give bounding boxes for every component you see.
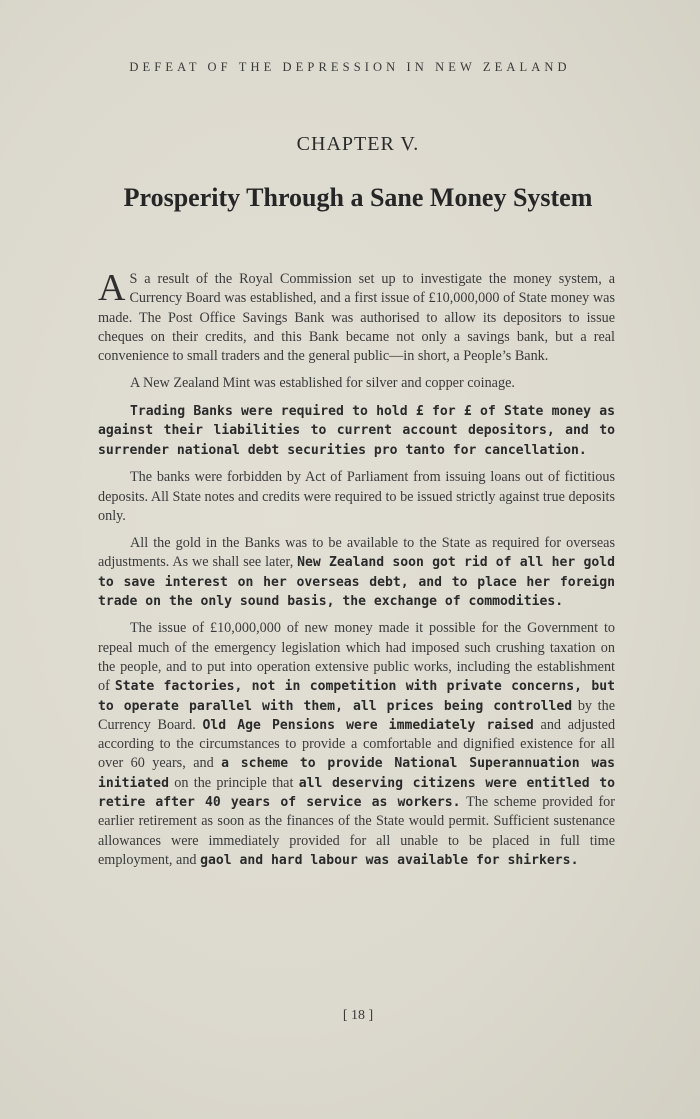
paragraph-1-text: S a result of the Royal Commission set up to investigate the money system, a Currency Board was established, and a first issue of £10,000,000 of State money was made. The Post Office Savings Bank was authorised to allow its depositors to issue cheques on their credits, and this Bank became not only a savings bank, but a real convenience to small traders and the general public—in short, a People’s Bank.: [98, 271, 615, 365]
page-number: [ 18 ]: [342, 1008, 374, 1023]
paragraph-6-bold-d: Old Age Pensions were immediately raised: [202, 717, 534, 733]
paragraph-5: [98, 534, 615, 611]
paragraph-6-plain-c: by the Currency Board.: [98, 697, 615, 733]
drop-cap: A: [98, 267, 126, 309]
paragraph-4: The banks were forbidden by Act of Parliament from issuing loans out of fictitious deposits. All State notes and credits were required to be issued strictly against true deposits only.: [98, 469, 615, 524]
paragraph-6: [98, 619, 615, 870]
paragraph-6-bold-f: a scheme to provide National Superannuation was initiated: [98, 756, 615, 791]
paragraph-3: Trading Banks were required to hold £ for £ of State money as against their liabilities to current account depositors, and to surrender national debt securities pro tanto for cancellation.: [98, 403, 615, 458]
paragraph-2: A New Zealand Mint was established for silver and copper coinage.: [130, 375, 515, 392]
body-text: [98, 267, 616, 878]
paragraph-6-plain-e: and adjusted according to the circumstances to provide a comfortable and dignified existence for all over 60 years, and: [98, 716, 616, 772]
paragraph-5-plain: All the gold in the Banks was to be available to the State as required for overseas adjustments. As we shall see later,: [98, 535, 615, 571]
chapter-title: Prosperity Through a Sane Money System: [123, 183, 593, 212]
chapter-heading: CHAPTER V.: [296, 133, 420, 155]
running-head: DEFEAT OF THE DEPRESSION IN NEW ZEALAND: [129, 60, 571, 74]
paragraph-6-plain-a: The issue of £10,000,000 of new money made it possible for the Government to repeal much of the emergency legislation which had imposed such crushing taxation on the people, and to put into operation extensive public works, including the establishment of: [98, 620, 615, 695]
paragraph-6-bold-j: gaol and hard labour was available for shirkers.: [200, 852, 579, 868]
paragraph-6-plain-i: The scheme provided for earlier retirement as soon as the finances of the State would permit. Sufficient sustenance allowances were immediately provided for all unable to be placed in full time employment, and: [98, 794, 615, 868]
paragraph-6-bold-h: all deserving citizens were entitled to retire after 40 years of service as workers.: [98, 775, 615, 811]
paragraph-6-bold-b: State factories, not in competition with private concerns, but to operate parallel with them, all prices being controlled: [98, 679, 615, 714]
paragraph-5-bold: New Zealand soon got rid of all her gold to save interest on her overseas debt, and to place her foreign trade on the only sound basis, the exchange of commodities.: [98, 555, 616, 610]
paragraph-6-plain-g: on the principle that: [174, 774, 294, 791]
paragraph-1: [98, 267, 615, 366]
